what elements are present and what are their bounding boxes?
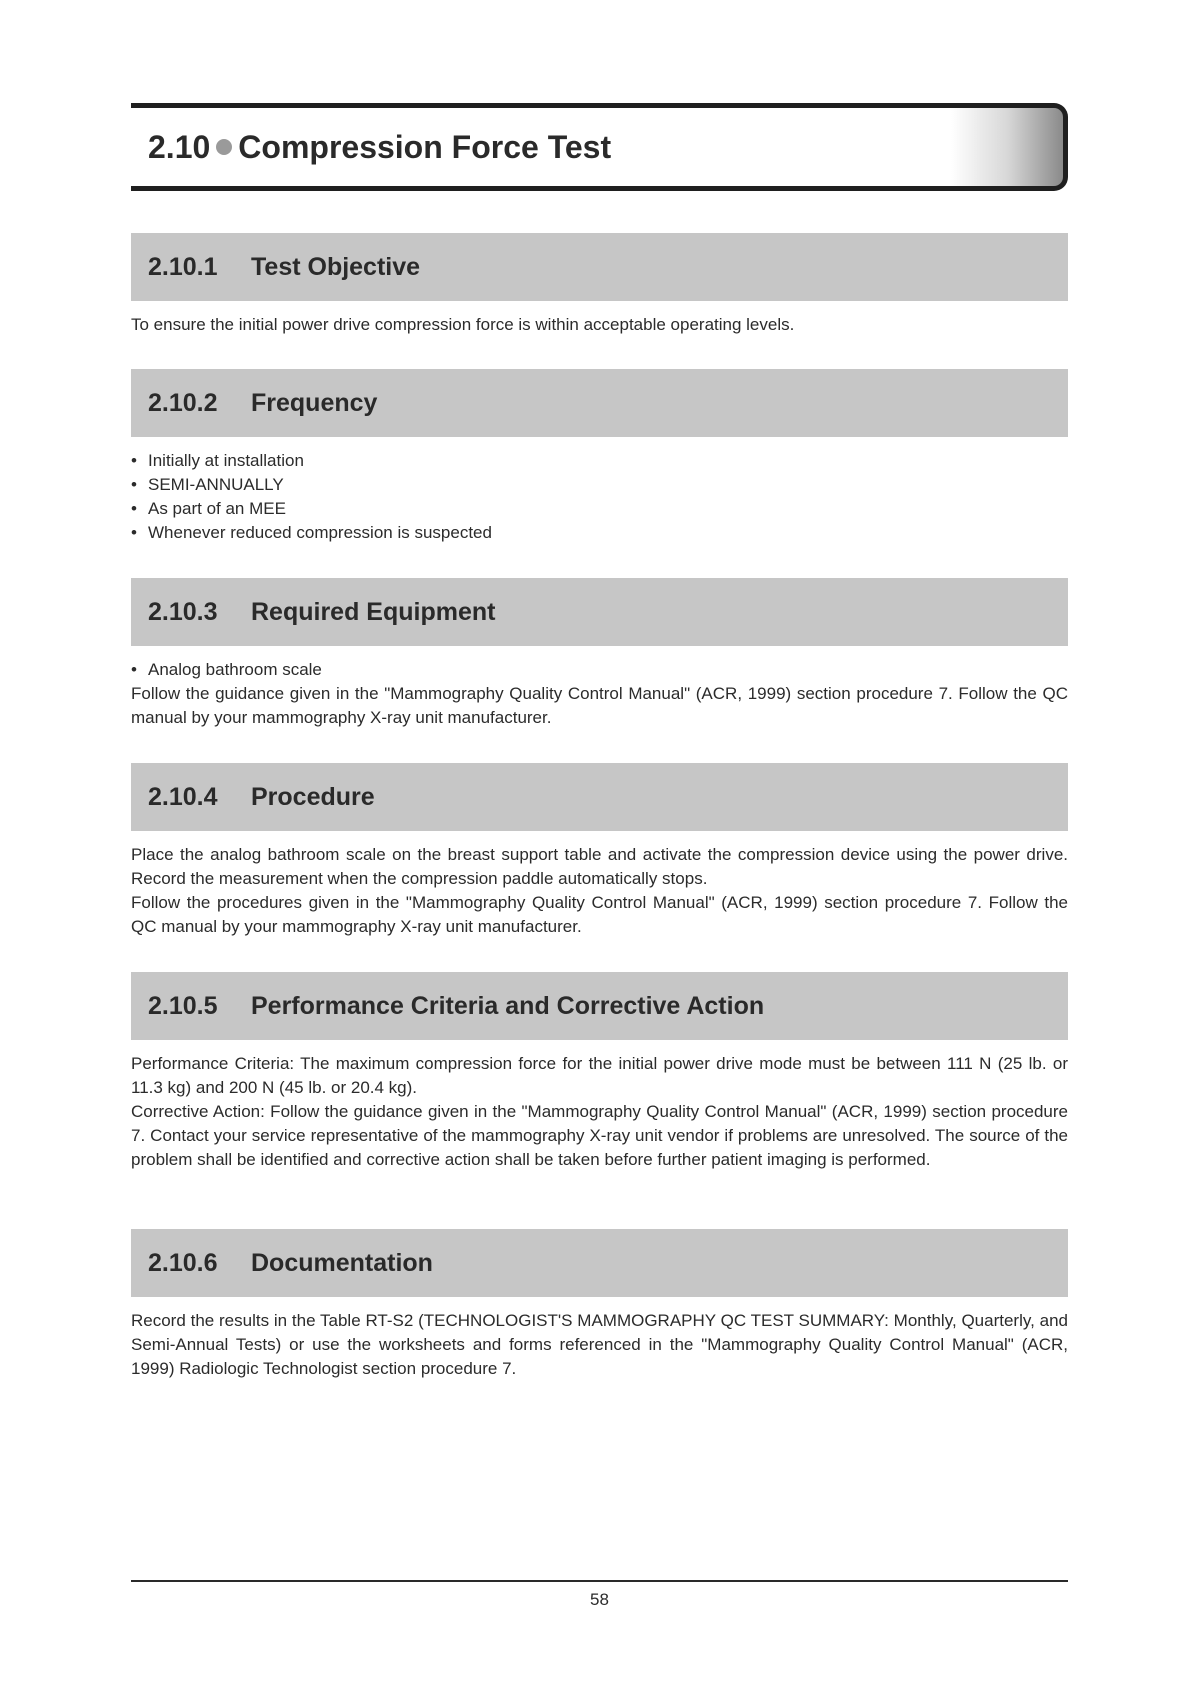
- section-number: 2.10.1: [148, 252, 218, 281]
- section-title: Performance Criteria and Corrective Action: [251, 991, 765, 1020]
- section-number: 2.10.4: [148, 782, 218, 811]
- section-number: 2.10.2: [148, 388, 218, 417]
- page-number: 58: [590, 1590, 609, 1609]
- footer-divider: [131, 1580, 1068, 1582]
- paragraph: Corrective Action: Follow the guidance given in the "Mammography Quality Control Manual" (ACR, 1999) section procedure 7. Contact your service representative of the mammography X-ray unit vendor if problems are unresolved. The source of the problem shall be identified and corrective action shall be taken before further patient imaging is performed.: [131, 1102, 1068, 1169]
- paragraph: Place the analog bathroom scale on the breast support table and activate the compression device using the power drive. Record the measurement when the compression paddle automatically stops.: [131, 845, 1068, 888]
- paragraph: Performance Criteria: The maximum compression force for the initial power drive mode must be between 111 N (25 lb. or 11.3 kg) and 200 N (45 lb. or 20.4 kg).: [131, 1054, 1068, 1097]
- section-heading-performance-criteria: [131, 972, 1068, 1040]
- section-body-frequency: [131, 449, 1068, 545]
- list-item: • Whenever reduced compression is suspected: [131, 521, 1068, 545]
- section-heading-required-equipment: [131, 578, 1068, 646]
- section-title: Procedure: [251, 782, 375, 811]
- paragraph: Record the results in the Table RT-S2 (TECHNOLOGIST'S MAMMOGRAPHY QC TEST SUMMARY: Monthly, Quarterly, and Semi-Annual Tests) or use the worksheets and forms referenced in the "Mammography Quality Control Manual" (ACR, 1999) Radiologic Technologist section procedure 7.: [131, 1311, 1068, 1378]
- chapter-number: 2.10: [148, 128, 211, 165]
- section-number: 2.10.5: [148, 991, 218, 1020]
- bullet-dot-icon: [216, 139, 232, 155]
- paragraph: To ensure the initial power drive compression force is within acceptable operating levels.: [131, 315, 795, 334]
- list-item: • As part of an MEE: [131, 497, 1068, 521]
- list-item: • Initially at installation: [131, 449, 1068, 473]
- section-title: Frequency: [251, 388, 378, 417]
- section-body-required-equipment: [131, 658, 1068, 730]
- bullet-list: [131, 658, 1068, 682]
- section-heading-documentation: [131, 1229, 1068, 1297]
- list-item: • SEMI-ANNUALLY: [131, 473, 1068, 497]
- section-number: 2.10.3: [148, 597, 218, 626]
- chapter-title: [148, 108, 611, 186]
- section-body-procedure: [131, 843, 1068, 939]
- bullet-list: [131, 449, 1068, 545]
- section-title: Test Objective: [251, 252, 421, 281]
- section-body-documentation: [131, 1309, 1068, 1381]
- section-heading-procedure: [131, 763, 1068, 831]
- list-item: • Analog bathroom scale: [131, 658, 1068, 682]
- section-title: Required Equipment: [251, 597, 496, 626]
- section-heading-frequency: [131, 369, 1068, 437]
- chapter-heading-box: [131, 103, 1068, 191]
- paragraph: Follow the guidance given in the "Mammography Quality Control Manual" (ACR, 1999) section procedure 7. Follow the QC manual by your mammography X-ray unit manufacturer.: [131, 684, 1068, 727]
- section-heading-test-objective: [131, 233, 1068, 301]
- section-body-test-objective: [131, 313, 1068, 337]
- section-title: Documentation: [251, 1248, 433, 1277]
- paragraph: Follow the procedures given in the "Mammography Quality Control Manual" (ACR, 1999) section procedure 7. Follow the QC manual by your mammography X-ray unit manufacturer.: [131, 893, 1068, 936]
- section-number: 2.10.6: [148, 1248, 218, 1277]
- section-body-performance-criteria: [131, 1052, 1068, 1172]
- chapter-title-text: Compression Force Test: [238, 128, 612, 165]
